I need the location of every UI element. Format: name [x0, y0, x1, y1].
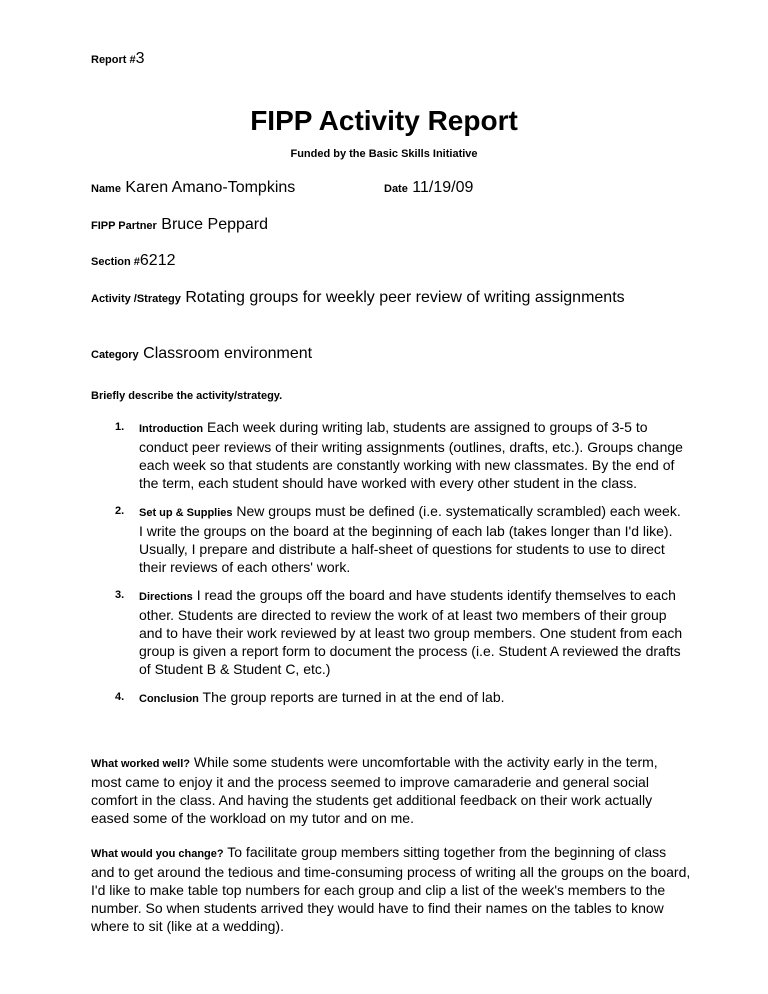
change-paragraph: [91, 843, 691, 935]
step-label: Directions: [139, 591, 193, 603]
worked-well-text: While some students were uncomfortable with the activity early in the term, most came to enjoy it and the process seemed to improve camaraderie and general social comfort in the class. And having the students get additional feedback on their work actually eased some of the workload on my tutor and on me.: [91, 754, 658, 826]
list-item: [115, 502, 685, 576]
partner-label: FIPP Partner: [91, 220, 157, 232]
partner-field: [91, 216, 268, 234]
report-number-line: [91, 50, 145, 68]
name-value: Karen Amano-Tompkins: [125, 179, 296, 196]
section-value: 6212: [139, 252, 176, 269]
change-label: What would you change?: [91, 848, 224, 860]
date-field: [384, 179, 473, 197]
worked-well-label: What worked well?: [91, 758, 191, 770]
activity-value: Rotating groups for weekly peer review of writing assignments: [185, 289, 625, 306]
step-number: 3.: [115, 589, 125, 601]
change-text: To facilitate group members sitting together from the beginning of class and to get around the tedious and time-consuming process of writing all the groups on the board, I'd like to make table top numbers for each group and clip a list of the week's members to the number. So when students arrived they would have to find their names on the tables to know where to sit (like at a wedding).: [91, 844, 691, 934]
step-number: 1.: [115, 421, 125, 433]
category-value: Classroom environment: [143, 345, 313, 362]
category-label: Category: [91, 349, 139, 361]
list-item: [115, 688, 685, 708]
list-item: [115, 418, 685, 492]
date-value: 11/19/09: [412, 179, 474, 196]
step-label: Introduction: [139, 423, 204, 435]
list-item: [115, 586, 685, 678]
step-number: 4.: [115, 691, 125, 703]
date-label: Date: [384, 183, 408, 195]
step-label: Conclusion: [139, 693, 199, 705]
section-field: [91, 252, 176, 270]
steps-list: [115, 418, 685, 718]
activity-field: [91, 288, 651, 309]
category-field: [91, 345, 312, 363]
section-label: Section #: [91, 256, 140, 268]
describe-heading: Briefly describe the activity/strategy.: [91, 390, 283, 402]
step-text: I read the groups off the board and have students identify themselves to each other. Students are directed to review the work of at least two members of their group and to have their work reviewed by at least two group members. One student from each group is given a report form to document the process (i.e. Student A reviewed the drafts of Student B & Student C, etc.): [139, 587, 683, 677]
report-number-value: 3: [135, 50, 145, 67]
report-number-label: Report #: [91, 54, 136, 66]
step-text: The group reports are turned in at the end of lab.: [202, 689, 505, 705]
step-text: Each week during writing lab, students are assigned to groups of 3-5 to conduct peer reviews of their writing assignments (outlines, drafts, etc.). Groups change each week so that students are constantly working with new classmates. By the end of the term, each student should have worked with every other student in the class.: [139, 419, 683, 491]
name-field: [91, 179, 295, 197]
partner-value: Bruce Peppard: [161, 216, 269, 233]
page-subtitle: Funded by the Basic Skills Initiative: [290, 148, 478, 160]
name-label: Name: [91, 183, 121, 195]
page-title: FIPP Activity Report: [250, 105, 518, 136]
step-number: 2.: [115, 505, 125, 517]
step-label: Set up & Supplies: [139, 507, 233, 519]
activity-label: Activity /Strategy: [91, 293, 181, 305]
worked-well-paragraph: [91, 753, 691, 827]
step-text: New groups must be defined (i.e. systematically scrambled) each week. I write the groups on the board at the beginning of each lab (takes longer than I'd like). Usually, I prepare and distribute a half-sheet of questions for students to use to direct their reviews of each others' work.: [139, 503, 681, 575]
